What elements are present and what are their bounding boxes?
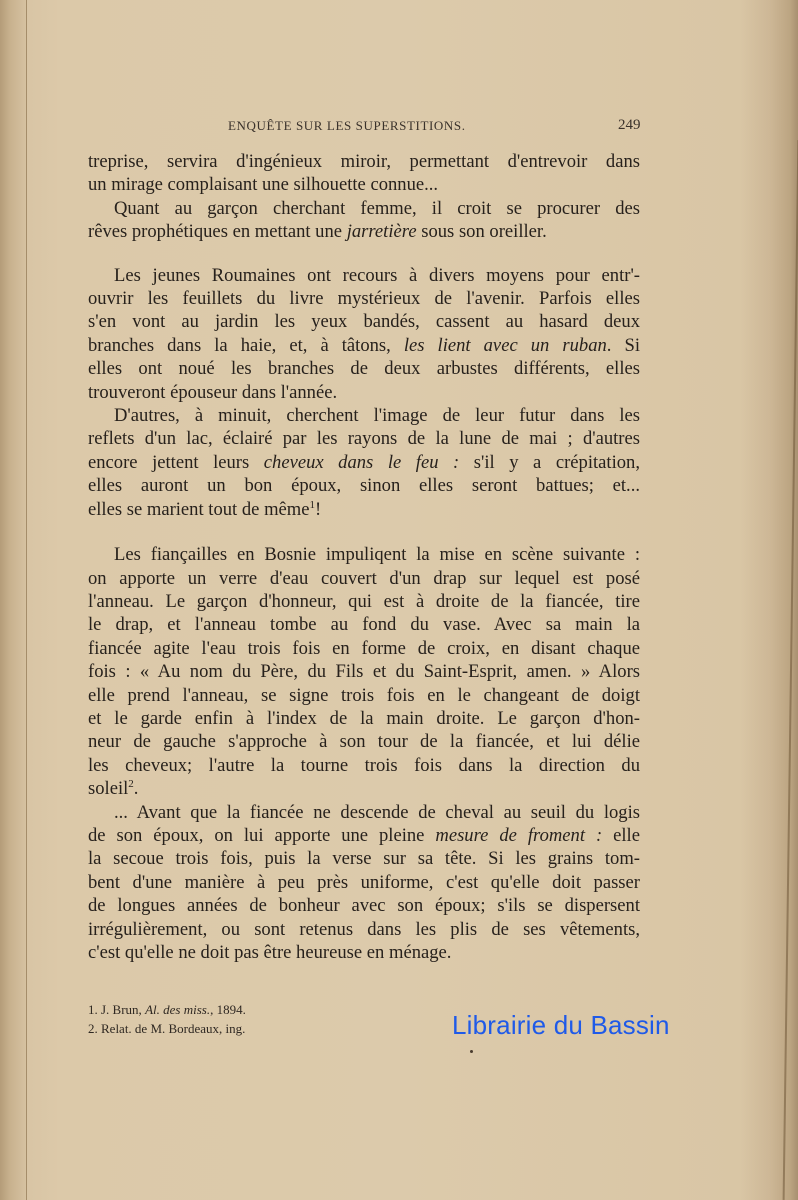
text-line: fiancée agite l'eau trois fois en forme de croix, en disant chaque bbox=[88, 637, 640, 659]
speck bbox=[470, 1050, 473, 1053]
text-line: treprise, servira d'ingénieux miroir, permettant d'entrevoir dans bbox=[88, 151, 640, 172]
text-line: Les jeunes Roumaines ont recours à divers moyens pour entr'- bbox=[114, 264, 640, 286]
text-line: fois : « Au nom du Père, du Fils et du Saint-Esprit, amen. » Alors bbox=[88, 661, 640, 683]
text-line: elles ont noué les branches de deux arbustes différents, elles bbox=[88, 358, 640, 380]
text-line: c'est qu'elle ne doit pas être heureuse en ménage. bbox=[88, 942, 452, 963]
text-line: ... Avant que la fiancée ne descende de cheval au seuil du logis bbox=[114, 801, 640, 823]
text-line: soleil$^2$. bbox=[88, 778, 139, 800]
text-line: elles auront un bon époux, sinon elles seront battues; et... bbox=[88, 475, 640, 497]
text-line: Les fiançailles en Bosnie impuliqent la mise en scène suivante : bbox=[114, 544, 640, 566]
italic-text: jarretière bbox=[346, 221, 417, 243]
italic-text: cheveux dans le feu : bbox=[263, 451, 460, 473]
running-header: ENQUÊTE SUR LES SUPERSTITIONS. bbox=[228, 118, 466, 133]
text-line: Quant au garçon cherchant femme, il croit se procurer des bbox=[114, 197, 640, 219]
footnote-1: 1. J. Brun, Al. des miss., 1894. bbox=[88, 1002, 246, 1017]
text-line: les cheveux; l'autre la tourne trois fois dans la direction du bbox=[88, 754, 640, 776]
text-line: neur de gauche s'approche à son tour de la fiancée, et lui délie bbox=[88, 731, 640, 753]
text-line: D'autres, à minuit, cherchent l'image de leur futur dans les bbox=[114, 405, 640, 427]
page-number: 249 bbox=[618, 117, 641, 133]
text-line: bent d'une manière à peu près uniforme, c'est qu'elle doit passer bbox=[88, 871, 640, 893]
text-line: irrégulièrement, ou sont retenus dans les plis de ses vêtements, bbox=[88, 918, 640, 940]
text-line: branches dans la haie, et, à tâtons, les lient avec un ruban. Si bbox=[88, 334, 640, 356]
text-line: et le garde enfin à l'index de la main droite. Le garçon d'hon- bbox=[88, 707, 640, 729]
text-line: de son époux, on lui apporte une pleine mesure de froment : elle bbox=[88, 824, 640, 846]
text-line: l'anneau. Le garçon d'honneur, qui est à droite de la fiancée, tire bbox=[88, 590, 640, 612]
text-line: la secoue trois fois, puis la verse sur sa tête. Si les grains tom- bbox=[88, 848, 640, 870]
text-line: reflets d'un lac, éclairé par les rayons de la lune de mai ; d'autres bbox=[88, 428, 640, 450]
italic-text: mesure de froment : bbox=[435, 824, 603, 846]
text-line: elles se marient tout de même$^1$! bbox=[88, 498, 322, 520]
text-line: ouvrir les feuillets du livre mystérieux de l'avenir. Parfois elles bbox=[88, 288, 640, 310]
page-right-edge bbox=[783, 140, 798, 1200]
footnote-2: 2. Relat. de M. Bordeaux, ing. bbox=[88, 1021, 246, 1036]
watermark-text: Librairie du Bassin bbox=[452, 1010, 670, 1040]
text-line: trouveront épouseur dans l'année. bbox=[88, 381, 338, 403]
footnote-ref: 1 bbox=[309, 498, 315, 511]
text-line: s'en vont au jardin les yeux bandés, cassent au hasard deux bbox=[88, 311, 640, 333]
footnotes bbox=[88, 1000, 246, 1038]
body-text bbox=[88, 150, 640, 964]
text-line: le drap, et l'anneau tombe au fond du vase. Avec sa main la bbox=[88, 614, 640, 636]
page-left-edge bbox=[0, 0, 27, 1200]
footnote-ref: 2 bbox=[128, 778, 134, 791]
text-line: elle prend l'anneau, se signe trois fois en le changeant de doigt bbox=[88, 684, 640, 706]
text-line: un mirage complaisant une silhouette connue... bbox=[88, 174, 439, 196]
text-line: encore jettent leurs cheveux dans le feu : s'il y a crépitation, bbox=[88, 451, 641, 473]
text-line: on apporte un verre d'eau couvert d'un drap sur lequel est posé bbox=[88, 567, 640, 589]
italic-text: les lient avec un ruban bbox=[403, 334, 607, 356]
text-line: de longues années de bonheur avec son époux; s'ils se dispersent bbox=[88, 895, 640, 917]
text-line: rêves prophétiques en mettant une jarretière sous son oreiller. bbox=[88, 221, 547, 243]
